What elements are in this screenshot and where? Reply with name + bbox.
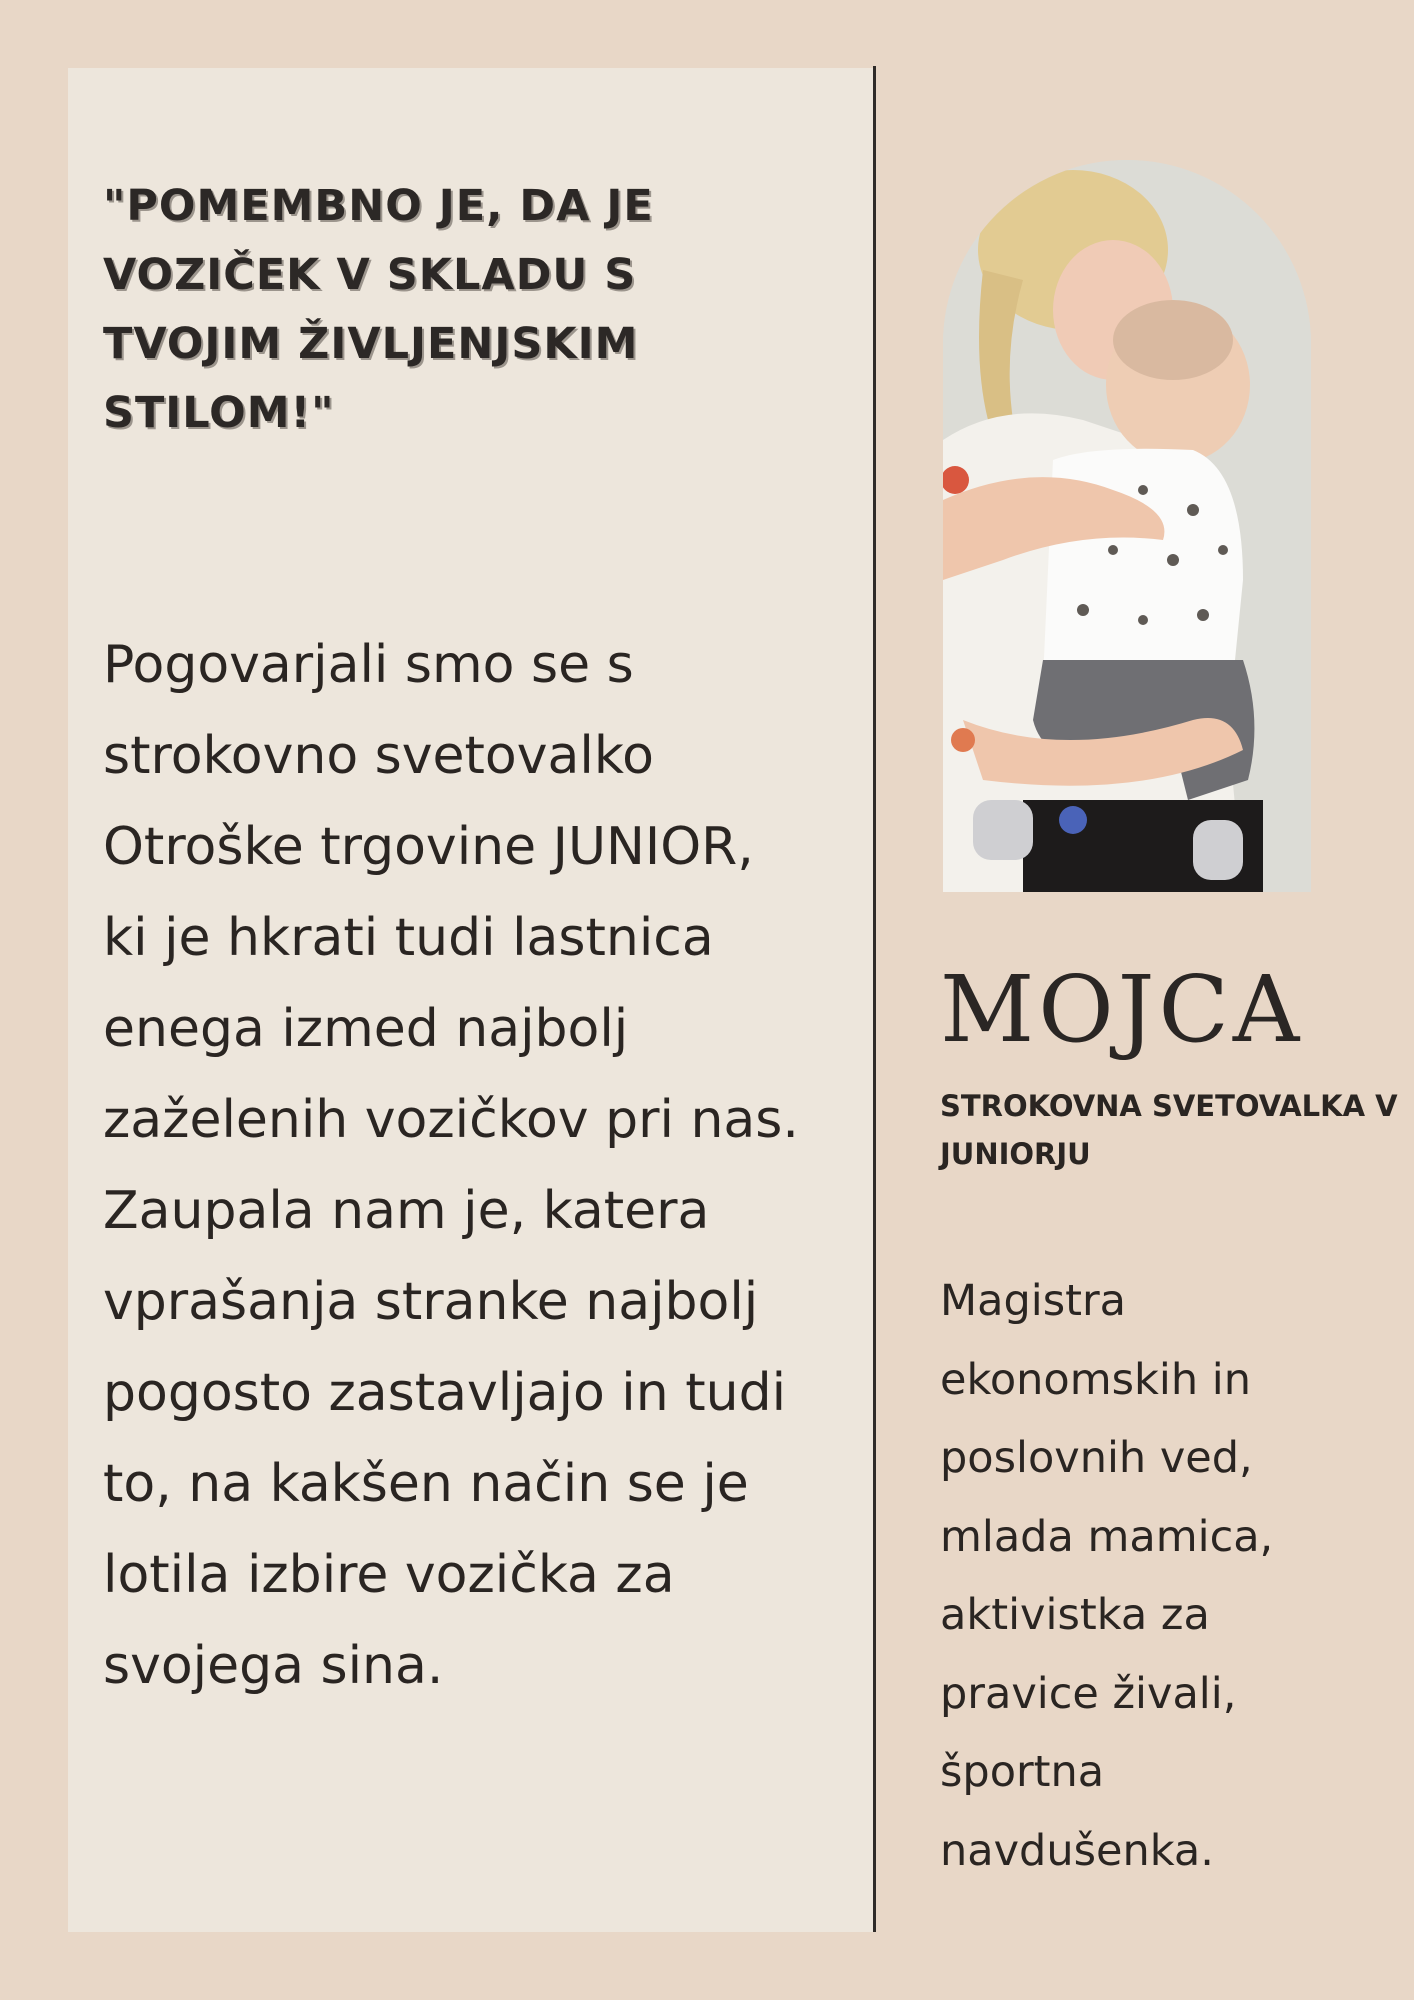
profile-photo bbox=[943, 160, 1311, 892]
vertical-divider bbox=[873, 66, 876, 1932]
profile-name: MOJCA bbox=[940, 956, 1304, 1063]
profile-role: STROKOVNA SVETOVALKA V JUNIORJU bbox=[940, 1089, 1398, 1171]
profile-bio: Magistra ekonomskih in poslovnih ved, mlada mamica, aktivistka za pravice živali, športna navdušenka. bbox=[940, 1276, 1274, 1876]
intro-paragraph: Pogovarjali smo se s strokovno svetovalko Otroške trgovine JUNIOR, ki je hkrati tudi lastnica enega izmed najbolj zaželenih vozičkov pri nas. Zaupala nam je, katera vprašanja stranke najbolj pogosto zastavljajo in tudi to, na kakšen način se je lotila izbire vozička za svojega sina. bbox=[103, 635, 799, 1696]
pull-quote: "POMEMBNO JE, DA JE VOZIČEK V SKLADU S TVOJIM ŽIVLJENJSKIM STILOM!" bbox=[103, 181, 654, 438]
